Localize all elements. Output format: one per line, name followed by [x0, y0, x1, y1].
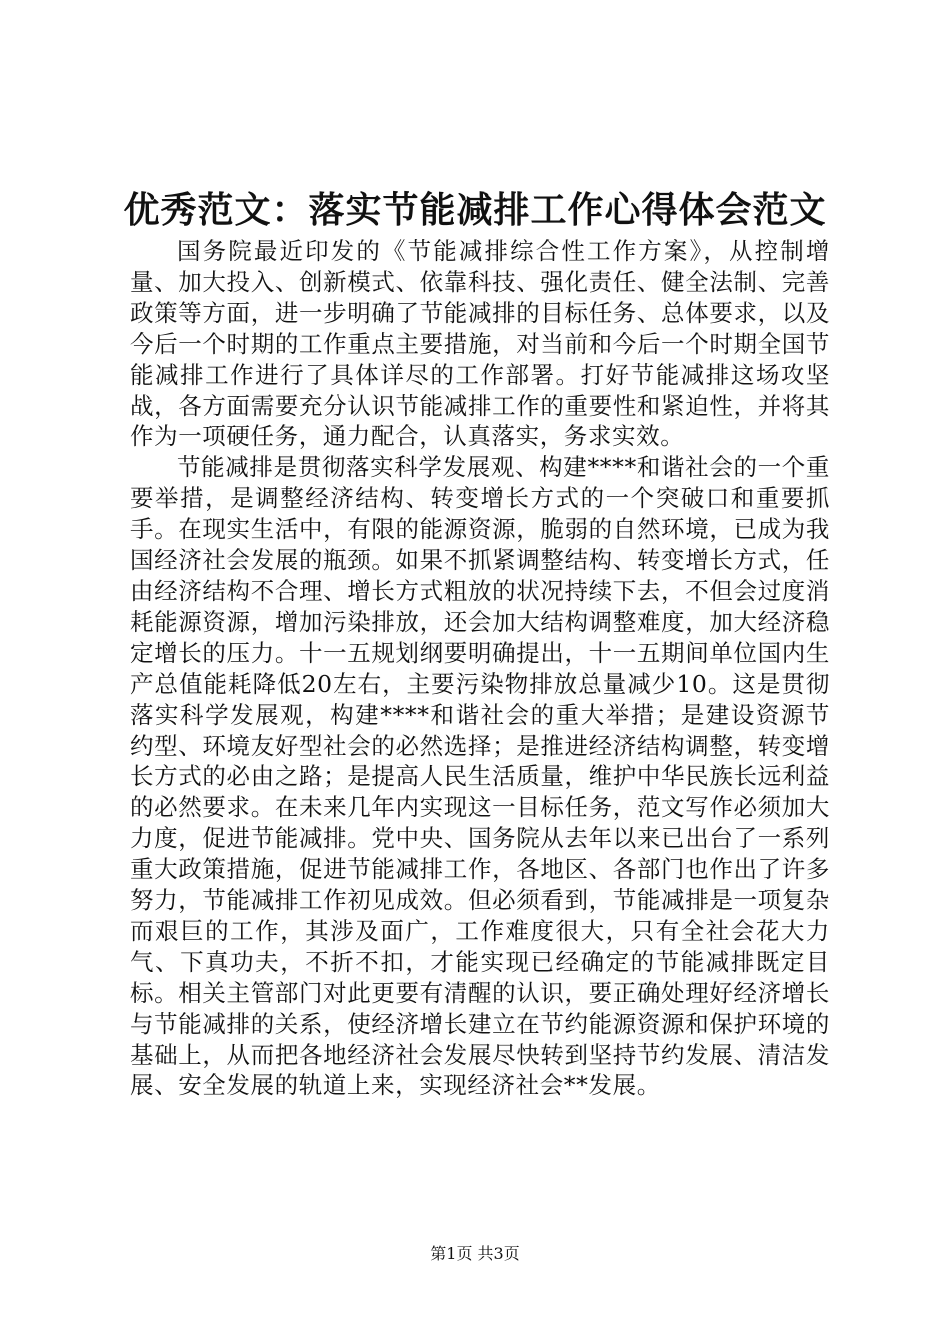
paragraph-2: 节能减排是贯彻落实科学发展观、构建****和谐社会的一个重要举措，是调整经济结构、转变增长方式的一个突破口和重要抓手。在现实生活中，有限的能源资源，脆弱的自然环境，已成为我国经济社会发展的瓶颈。如果不抓紧调整结构、转变增长方式，任由经济结构不合理、增长方式粗放的状况持续下去，不但会过度消耗能源资源，增加污染排放，还会加大结构调整难度，加大经济稳定增长的压力。十一五规划纲要明确提出，十一五期间单位国内生产总值能耗降低20左右，主要污染物排放总量减少10。这是贯彻落实科学发展观，构建****和谐社会的重大举措；是建设资源节约型、环境友好型社会的必然选择；是推进经济结构调整，转变增长方式的必由之路；是提高人民生活质量，维护中华民族长远利益的必然要求。在未来几年内实现这一目标任务，范文写作必须加大力度，促进节能减排。党中央、国务院从去年以来已出台了一系列重大政策措施，促进节能减排工作，各地区、各部门也作出了许多努力，节能减排工作初见成效。但必须看到，节能减排是一项复杂而艰巨的工作，其涉及面广，工作难度很大，只有全社会花大力气、下真功夫，不折不扣，才能实现已经确定的节能减排既定目标。相关主管部门对此更要有清醒的认识，要正确处理好经济增长与节能减排的关系，使经济增长建立在节约能源资源和保护环境的基础上，从而把各地经济社会发展尽快转到坚持节约发展、清洁发展、安全发展的轨道上来，实现经济社会**发展。 — [130, 453, 830, 1100]
document-title: 优秀范文：落实节能减排工作心得体会范文 — [123, 189, 827, 231]
paragraph-1: 国务院最近印发的《节能减排综合性工作方案》，从控制增量、加大投入、创新模式、依靠科技、强化责任、健全法制、完善政策等方面，进一步明确了节能减排的目标任务、总体要求，以及今后一个时期的工作重点主要措施，对当前和今后一个时期全国节能减排工作进行了具体详尽的工作部署。打好节能减排这场攻坚战，各方面需要充分认识节能减排工作的重要性和紧迫性，并将其作为一项硬任务，通力配合，认真落实，务求实效。 — [130, 237, 830, 451]
document-body — [130, 236, 830, 1101]
page-number-footer: 第1页 共3页 — [430, 1244, 520, 1263]
